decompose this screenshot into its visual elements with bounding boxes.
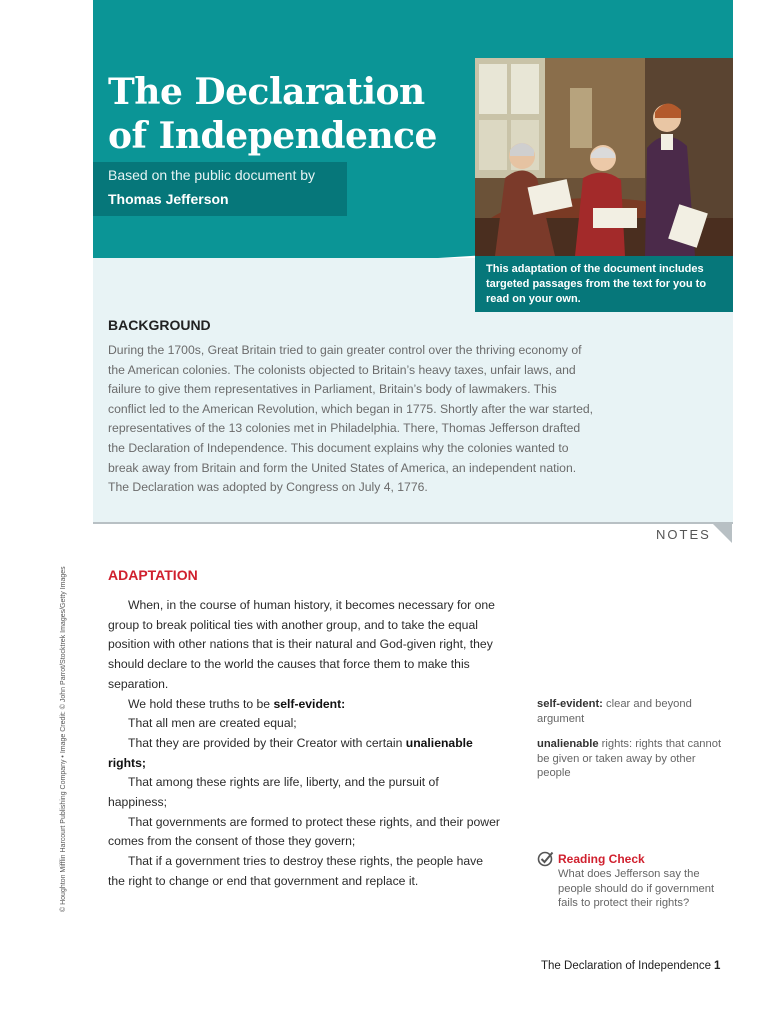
title-line-2: of Independence: [108, 115, 437, 157]
adaptation-paragraph: When, in the course of human history, it becomes necessary for one group to break political ties with another group, and to take the equal position with other nations that is their natural and God-given right, they should declare to the world the causes that force them to make this separation.: [108, 598, 495, 691]
adaptation-heading: ADAPTATION: [108, 567, 198, 583]
author-name: Thomas Jefferson: [108, 191, 229, 207]
page-number: 1: [714, 960, 721, 972]
glossary-definition: rights: rights that cannot be given or taken away by other people: [537, 738, 722, 780]
page-title: [108, 70, 437, 158]
adaptation-paragraph: That all men are created equal;: [128, 716, 297, 731]
founders-painting: [475, 58, 733, 256]
glossary-term: unalienable: [537, 738, 599, 750]
adaptation-paragraph: [108, 695, 500, 715]
reading-check-question: What does Jefferson say the people should do if government fails to protect their rights?: [558, 868, 715, 910]
glossary-definition: clear and beyond argument: [537, 698, 692, 725]
background-text: During the 1700s, Great Britain tried to gain greater control over the thriving economy of the American colonies. The colonists objected to Britain’s heavy taxes, unfair laws, and failure to give them representatives in Parliament, Britain’s body of lawmakers. This conflict led to the American Revolution, which began in 1775. Shortly after the war started, representatives of the 13 colonies met in Philadelphia. There, Thomas Jefferson drafted the Declaration of Independence. This document explains why the colonies wanted to break away from Britain and form the United States of America, an independent nation. The Declaration was adopted by Congress on July 4, 1776.: [108, 343, 594, 495]
glossary-item-unalienable: [537, 737, 732, 781]
section-divider: [93, 522, 733, 524]
glossary-item-self-evident: [537, 697, 732, 726]
adaptation-paragraph: [108, 734, 500, 773]
background-heading: BACKGROUND: [108, 317, 211, 333]
adaptation-text: [108, 596, 500, 892]
footer-title: The Declaration of Independence: [541, 960, 712, 972]
notes-corner-tab: [712, 523, 732, 543]
checkmark-circle-icon: [537, 850, 554, 867]
vocab-term-unalienable: unalienable rights;: [108, 735, 473, 770]
text-span: That they are provided by their Creator with certain: [128, 735, 406, 750]
text-span: We hold these truths to be: [128, 696, 274, 711]
notes-label: NOTES: [656, 527, 711, 542]
vocab-term-self-evident: self-evident:: [273, 696, 346, 711]
glossary-term: self-evident:: [537, 698, 603, 710]
reading-check-title: Reading Check: [558, 852, 645, 866]
adaptation-paragraph: That among these rights are life, liberty, and the pursuit of happiness;: [108, 775, 439, 810]
byline-prefix: Based on the public document by: [108, 167, 316, 183]
image-caption: This adaptation of the document includes targeted passages from the text for you to read on your own.: [486, 263, 707, 305]
adaptation-paragraph: That if a government tries to destroy these rights, the people have the right to change or end that government and replace it.: [108, 854, 483, 888]
image-credit: © Houghton Mifflin Harcourt Publishing Company • Image Credit: © John Parrot/Stocktrek Images/Getty Images: [60, 566, 67, 912]
adaptation-paragraph: That governments are formed to protect these rights, and their power comes from the consent of those they govern;: [108, 814, 500, 849]
title-line-1: The Declaration: [108, 71, 425, 113]
